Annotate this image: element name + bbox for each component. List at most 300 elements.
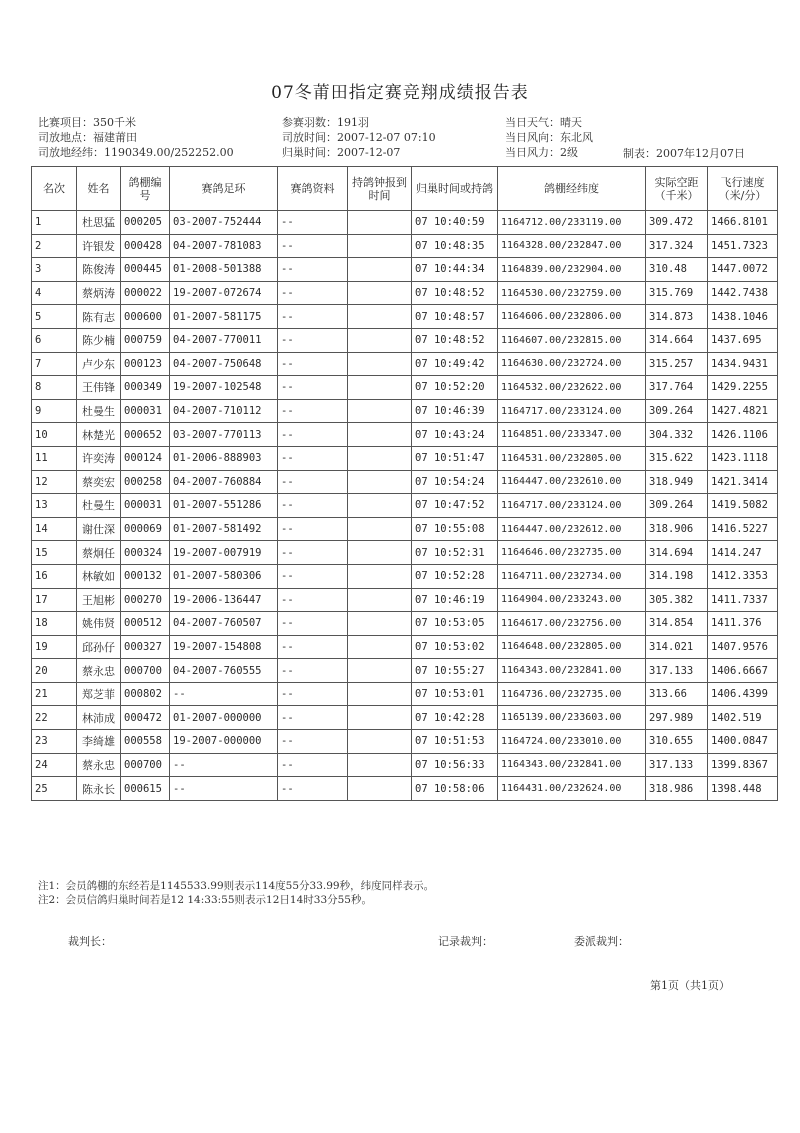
header-loft: 鸽棚编号 — [121, 167, 170, 211]
cell-name: 杜思猛 — [77, 211, 121, 235]
cell-name: 蔡永忠 — [77, 659, 121, 683]
cell-name: 郑芝菲 — [77, 682, 121, 706]
cell-info: -- — [278, 258, 348, 282]
cell-info: -- — [278, 635, 348, 659]
cell-ring: 19-2007-154808 — [170, 635, 278, 659]
cell-rank: 19 — [32, 635, 77, 659]
cell-loft: 000123 — [121, 352, 170, 376]
table-row — [32, 352, 778, 376]
cell-ring: -- — [170, 753, 278, 777]
cell-info: -- — [278, 211, 348, 235]
cell-position: 1164711.00/232734.00 — [498, 564, 646, 588]
cell-rank: 4 — [32, 281, 77, 305]
cell-ring: 01-2006-888903 — [170, 446, 278, 470]
cell-loft: 000512 — [121, 612, 170, 636]
cell-info: -- — [278, 376, 348, 400]
table-row — [32, 730, 778, 754]
cell-report — [348, 588, 412, 612]
cell-rank: 8 — [32, 376, 77, 400]
cell-loft: 000324 — [121, 541, 170, 565]
note-2: 注2：会员信鸽归巢时间若是12 14:33:55则表示12日14时33分55秒。 — [38, 894, 372, 906]
cell-speed: 1416.5227 — [708, 517, 778, 541]
header-position: 鸽棚经纬度 — [498, 167, 646, 211]
table-row — [32, 399, 778, 423]
cell-position: 1164447.00/232610.00 — [498, 470, 646, 494]
made-by — [623, 145, 745, 161]
cell-loft: 000069 — [121, 517, 170, 541]
cell-rank: 5 — [32, 305, 77, 329]
cell-ring: 01-2007-580306 — [170, 564, 278, 588]
cell-report — [348, 706, 412, 730]
cell-distance: 315.769 — [646, 281, 708, 305]
cell-position: 1164724.00/233010.00 — [498, 730, 646, 754]
cell-rank: 13 — [32, 494, 77, 518]
cell-loft: 000615 — [121, 777, 170, 801]
cell-speed: 1414.247 — [708, 541, 778, 565]
cell-position: 1164532.00/232622.00 — [498, 376, 646, 400]
meta-value: 2007-12-07 — [337, 146, 401, 159]
cell-name: 姚伟贤 — [77, 612, 121, 636]
cell-position: 1164736.00/232735.00 — [498, 682, 646, 706]
cell-rank: 12 — [32, 470, 77, 494]
meta-right — [505, 115, 593, 160]
cell-ring: -- — [170, 682, 278, 706]
cell-name: 王旭彬 — [77, 588, 121, 612]
cell-loft: 000558 — [121, 730, 170, 754]
cell-position: 1164717.00/233124.00 — [498, 494, 646, 518]
cell-loft: 000327 — [121, 635, 170, 659]
table-row — [32, 211, 778, 235]
meta-value: 2007-12-07 07:10 — [337, 131, 436, 144]
cell-ring: 19-2006-136447 — [170, 588, 278, 612]
header-ring: 赛鸽足环 — [170, 167, 278, 211]
cell-position: 1164530.00/232759.00 — [498, 281, 646, 305]
cell-report — [348, 399, 412, 423]
cell-position: 1164851.00/233347.00 — [498, 423, 646, 447]
cell-speed: 1426.1106 — [708, 423, 778, 447]
cell-speed: 1442.7438 — [708, 281, 778, 305]
cell-ring: 01-2007-000000 — [170, 706, 278, 730]
meta-label: 当日风向： — [505, 131, 560, 144]
cell-speed: 1429.2255 — [708, 376, 778, 400]
header-info: 赛鸽资料 — [278, 167, 348, 211]
cell-distance: 317.133 — [646, 659, 708, 683]
cell-time: 07 10:48:57 — [412, 305, 498, 329]
cell-speed: 1406.6667 — [708, 659, 778, 683]
meta-value: 1190349.00/252252.00 — [104, 146, 234, 159]
cell-time: 07 10:51:53 — [412, 730, 498, 754]
header-time: 归巢时间或持鸽 — [412, 167, 498, 211]
cell-rank: 24 — [32, 753, 77, 777]
header-rank: 名次 — [32, 167, 77, 211]
cell-distance: 317.133 — [646, 753, 708, 777]
cell-speed: 1411.376 — [708, 612, 778, 636]
cell-report — [348, 635, 412, 659]
cell-distance: 318.949 — [646, 470, 708, 494]
cell-report — [348, 541, 412, 565]
meta-value: 福建莆田 — [93, 131, 137, 144]
cell-time: 07 10:46:19 — [412, 588, 498, 612]
table-row — [32, 494, 778, 518]
table-row — [32, 777, 778, 801]
cell-time: 07 10:55:08 — [412, 517, 498, 541]
cell-position: 1164447.00/232612.00 — [498, 517, 646, 541]
cell-position: 1164343.00/232841.00 — [498, 753, 646, 777]
cell-report — [348, 328, 412, 352]
cell-info: -- — [278, 234, 348, 258]
cell-report — [348, 470, 412, 494]
cell-position: 1164606.00/232806.00 — [498, 305, 646, 329]
cell-name: 蔡永忠 — [77, 753, 121, 777]
cell-distance: 315.622 — [646, 446, 708, 470]
cell-time: 07 10:48:35 — [412, 234, 498, 258]
cell-loft: 000472 — [121, 706, 170, 730]
cell-rank: 16 — [32, 564, 77, 588]
cell-distance: 309.264 — [646, 494, 708, 518]
cell-time: 07 10:53:05 — [412, 612, 498, 636]
header-speed: 飞行速度（米/分） — [708, 167, 778, 211]
table-row — [32, 470, 778, 494]
cell-distance: 309.472 — [646, 211, 708, 235]
cell-loft: 000802 — [121, 682, 170, 706]
table-row — [32, 541, 778, 565]
cell-time: 07 10:40:59 — [412, 211, 498, 235]
table-row — [32, 635, 778, 659]
cell-info: -- — [278, 423, 348, 447]
cell-report — [348, 494, 412, 518]
cell-time: 07 10:52:28 — [412, 564, 498, 588]
cell-time: 07 10:52:20 — [412, 376, 498, 400]
cell-name: 蔡炳涛 — [77, 281, 121, 305]
cell-time: 07 10:44:34 — [412, 258, 498, 282]
cell-time: 07 10:48:52 — [412, 281, 498, 305]
meta-label: 司放时间： — [282, 131, 337, 144]
cell-name: 蔡炯任 — [77, 541, 121, 565]
cell-distance: 314.854 — [646, 612, 708, 636]
cell-report — [348, 564, 412, 588]
table-header — [32, 167, 778, 211]
cell-name: 杜曼生 — [77, 494, 121, 518]
page-number: 第1页（共1页） — [650, 979, 730, 992]
cell-name: 林敏如 — [77, 564, 121, 588]
table-row — [32, 753, 778, 777]
cell-distance: 314.694 — [646, 541, 708, 565]
meta-label: 归巢时间： — [282, 146, 337, 159]
cell-loft: 000445 — [121, 258, 170, 282]
cell-time: 07 10:42:28 — [412, 706, 498, 730]
cell-report — [348, 423, 412, 447]
cell-loft: 000759 — [121, 328, 170, 352]
cell-ring: -- — [170, 777, 278, 801]
cell-rank: 23 — [32, 730, 77, 754]
cell-info: -- — [278, 612, 348, 636]
cell-name: 王伟锋 — [77, 376, 121, 400]
cell-time: 07 10:55:27 — [412, 659, 498, 683]
cell-rank: 25 — [32, 777, 77, 801]
cell-ring: 04-2007-750648 — [170, 352, 278, 376]
cell-info: -- — [278, 494, 348, 518]
cell-info: -- — [278, 446, 348, 470]
cell-speed: 1434.9431 — [708, 352, 778, 376]
cell-rank: 10 — [32, 423, 77, 447]
table-body — [32, 211, 778, 801]
cell-position: 1165139.00/233603.00 — [498, 706, 646, 730]
cell-distance: 313.66 — [646, 682, 708, 706]
cell-time: 07 10:58:06 — [412, 777, 498, 801]
recorder-signature: 记录裁判： — [438, 935, 493, 948]
cell-distance: 315.257 — [646, 352, 708, 376]
cell-speed: 1412.3353 — [708, 564, 778, 588]
meta-label: 参赛羽数： — [282, 116, 337, 129]
cell-time: 07 10:43:24 — [412, 423, 498, 447]
cell-time: 07 10:54:24 — [412, 470, 498, 494]
cell-rank: 20 — [32, 659, 77, 683]
cell-speed: 1423.1118 — [708, 446, 778, 470]
cell-ring: 01-2007-581492 — [170, 517, 278, 541]
cell-rank: 9 — [32, 399, 77, 423]
cell-ring: 04-2007-710112 — [170, 399, 278, 423]
table-row — [32, 706, 778, 730]
cell-position: 1164431.00/232624.00 — [498, 777, 646, 801]
cell-speed: 1447.0072 — [708, 258, 778, 282]
cell-position: 1164531.00/232805.00 — [498, 446, 646, 470]
cell-report — [348, 305, 412, 329]
cell-position: 1164607.00/232815.00 — [498, 328, 646, 352]
cell-ring: 04-2007-770011 — [170, 328, 278, 352]
cell-report — [348, 612, 412, 636]
cell-report — [348, 730, 412, 754]
cell-speed: 1451.7323 — [708, 234, 778, 258]
cell-info: -- — [278, 588, 348, 612]
cell-ring: 19-2007-000000 — [170, 730, 278, 754]
table-row — [32, 281, 778, 305]
cell-position: 1164712.00/233119.00 — [498, 211, 646, 235]
delegate-signature: 委派裁判： — [574, 935, 629, 948]
cell-loft: 000132 — [121, 564, 170, 588]
cell-time: 07 10:47:52 — [412, 494, 498, 518]
meta-label: 比赛项目： — [38, 116, 93, 129]
cell-distance: 314.873 — [646, 305, 708, 329]
cell-time: 07 10:53:02 — [412, 635, 498, 659]
cell-info: -- — [278, 305, 348, 329]
cell-info: -- — [278, 399, 348, 423]
table-row — [32, 682, 778, 706]
results-table — [31, 166, 778, 801]
cell-distance: 317.764 — [646, 376, 708, 400]
cell-time: 07 10:53:01 — [412, 682, 498, 706]
table-row — [32, 305, 778, 329]
cell-loft: 000700 — [121, 753, 170, 777]
judge-signature: 裁判长： — [68, 935, 112, 948]
cell-report — [348, 281, 412, 305]
cell-info: -- — [278, 352, 348, 376]
meta-value: 东北风 — [560, 131, 593, 144]
table-row — [32, 612, 778, 636]
cell-speed: 1400.0847 — [708, 730, 778, 754]
cell-loft: 000428 — [121, 234, 170, 258]
cell-speed: 1427.4821 — [708, 399, 778, 423]
cell-info: -- — [278, 328, 348, 352]
cell-loft: 000022 — [121, 281, 170, 305]
cell-time: 07 10:49:42 — [412, 352, 498, 376]
cell-distance: 318.986 — [646, 777, 708, 801]
cell-report — [348, 753, 412, 777]
cell-distance: 309.264 — [646, 399, 708, 423]
cell-report — [348, 517, 412, 541]
meta-label: 司放地经纬： — [38, 146, 104, 159]
cell-loft: 000124 — [121, 446, 170, 470]
cell-info: -- — [278, 730, 348, 754]
cell-speed: 1398.448 — [708, 777, 778, 801]
cell-speed: 1406.4399 — [708, 682, 778, 706]
cell-info: -- — [278, 564, 348, 588]
cell-position: 1164343.00/232841.00 — [498, 659, 646, 683]
meta-middle — [282, 115, 436, 160]
cell-loft: 000031 — [121, 399, 170, 423]
cell-rank: 3 — [32, 258, 77, 282]
table-row — [32, 517, 778, 541]
cell-time: 07 10:51:47 — [412, 446, 498, 470]
header-name: 姓名 — [77, 167, 121, 211]
cell-speed: 1421.3414 — [708, 470, 778, 494]
cell-info: -- — [278, 281, 348, 305]
notes — [38, 879, 434, 907]
cell-info: -- — [278, 541, 348, 565]
cell-rank: 7 — [32, 352, 77, 376]
cell-speed: 1466.8101 — [708, 211, 778, 235]
cell-rank: 14 — [32, 517, 77, 541]
cell-name: 许奕涛 — [77, 446, 121, 470]
cell-name: 李绮雄 — [77, 730, 121, 754]
cell-loft: 000652 — [121, 423, 170, 447]
table-row — [32, 446, 778, 470]
cell-name: 谢仕深 — [77, 517, 121, 541]
cell-name: 蔡奕宏 — [77, 470, 121, 494]
meta-value: 350千米 — [93, 116, 136, 129]
cell-ring: 01-2008-501388 — [170, 258, 278, 282]
table-row — [32, 423, 778, 447]
cell-speed: 1402.519 — [708, 706, 778, 730]
cell-speed: 1438.1046 — [708, 305, 778, 329]
table-row — [32, 564, 778, 588]
table-row — [32, 659, 778, 683]
cell-report — [348, 211, 412, 235]
cell-report — [348, 446, 412, 470]
cell-distance: 314.198 — [646, 564, 708, 588]
cell-distance: 305.382 — [646, 588, 708, 612]
cell-name: 杜曼生 — [77, 399, 121, 423]
cell-ring: 03-2007-752444 — [170, 211, 278, 235]
meta-label: 当日天气： — [505, 116, 560, 129]
cell-rank: 22 — [32, 706, 77, 730]
cell-name: 邱孙仔 — [77, 635, 121, 659]
cell-name: 陈有志 — [77, 305, 121, 329]
cell-name: 陈俊涛 — [77, 258, 121, 282]
cell-distance: 314.664 — [646, 328, 708, 352]
cell-loft: 000031 — [121, 494, 170, 518]
cell-report — [348, 777, 412, 801]
cell-name: 林楚光 — [77, 423, 121, 447]
made-date: 2007年12月07日 — [656, 147, 745, 160]
cell-name: 陈少楠 — [77, 328, 121, 352]
cell-name: 陈永长 — [77, 777, 121, 801]
cell-position: 1164630.00/232724.00 — [498, 352, 646, 376]
cell-loft: 000258 — [121, 470, 170, 494]
cell-speed: 1419.5082 — [708, 494, 778, 518]
cell-loft: 000205 — [121, 211, 170, 235]
meta-left — [38, 115, 234, 160]
cell-speed: 1407.9576 — [708, 635, 778, 659]
header-report: 持鸽钟报到时间 — [348, 167, 412, 211]
cell-info: -- — [278, 659, 348, 683]
cell-name: 许银发 — [77, 234, 121, 258]
cell-ring: 01-2007-581175 — [170, 305, 278, 329]
cell-speed: 1411.7337 — [708, 588, 778, 612]
note-1: 注1：会员鸽棚的东经若是1145533.99则表示114度55分33.99秒，纬度同样表示。 — [38, 880, 435, 892]
cell-info: -- — [278, 706, 348, 730]
cell-rank: 6 — [32, 328, 77, 352]
table-row — [32, 376, 778, 400]
cell-loft: 000270 — [121, 588, 170, 612]
cell-rank: 18 — [32, 612, 77, 636]
cell-report — [348, 659, 412, 683]
cell-speed: 1437.695 — [708, 328, 778, 352]
cell-ring: 04-2007-760555 — [170, 659, 278, 683]
cell-rank: 17 — [32, 588, 77, 612]
table-row — [32, 588, 778, 612]
cell-rank: 21 — [32, 682, 77, 706]
meta-value: 191羽 — [337, 116, 369, 129]
cell-time: 07 10:56:33 — [412, 753, 498, 777]
cell-position: 1164328.00/232847.00 — [498, 234, 646, 258]
cell-info: -- — [278, 470, 348, 494]
cell-info: -- — [278, 753, 348, 777]
meta-value: 晴天 — [560, 116, 582, 129]
table-row — [32, 258, 778, 282]
cell-distance: 310.48 — [646, 258, 708, 282]
cell-report — [348, 352, 412, 376]
cell-time: 07 10:52:31 — [412, 541, 498, 565]
cell-name: 林沛成 — [77, 706, 121, 730]
cell-loft: 000349 — [121, 376, 170, 400]
table-row — [32, 328, 778, 352]
cell-report — [348, 376, 412, 400]
cell-name: 卢少东 — [77, 352, 121, 376]
cell-report — [348, 234, 412, 258]
cell-time: 07 10:48:52 — [412, 328, 498, 352]
cell-ring: 04-2007-760884 — [170, 470, 278, 494]
cell-position: 1164717.00/233124.00 — [498, 399, 646, 423]
cell-info: -- — [278, 682, 348, 706]
cell-distance: 304.332 — [646, 423, 708, 447]
table-row — [32, 234, 778, 258]
cell-distance: 297.989 — [646, 706, 708, 730]
meta-label: 当日风力： — [505, 146, 560, 159]
cell-ring: 19-2007-007919 — [170, 541, 278, 565]
cell-report — [348, 258, 412, 282]
cell-distance: 310.655 — [646, 730, 708, 754]
cell-info: -- — [278, 777, 348, 801]
cell-ring: 03-2007-770113 — [170, 423, 278, 447]
report-title: 07冬莆田指定赛竞翔成绩报告表 — [271, 83, 529, 103]
cell-info: -- — [278, 517, 348, 541]
cell-position: 1164646.00/232735.00 — [498, 541, 646, 565]
cell-distance: 318.906 — [646, 517, 708, 541]
made-label: 制表： — [623, 147, 656, 160]
cell-loft: 000600 — [121, 305, 170, 329]
cell-position: 1164839.00/232904.00 — [498, 258, 646, 282]
header-distance: 实际空距（千米） — [646, 167, 708, 211]
